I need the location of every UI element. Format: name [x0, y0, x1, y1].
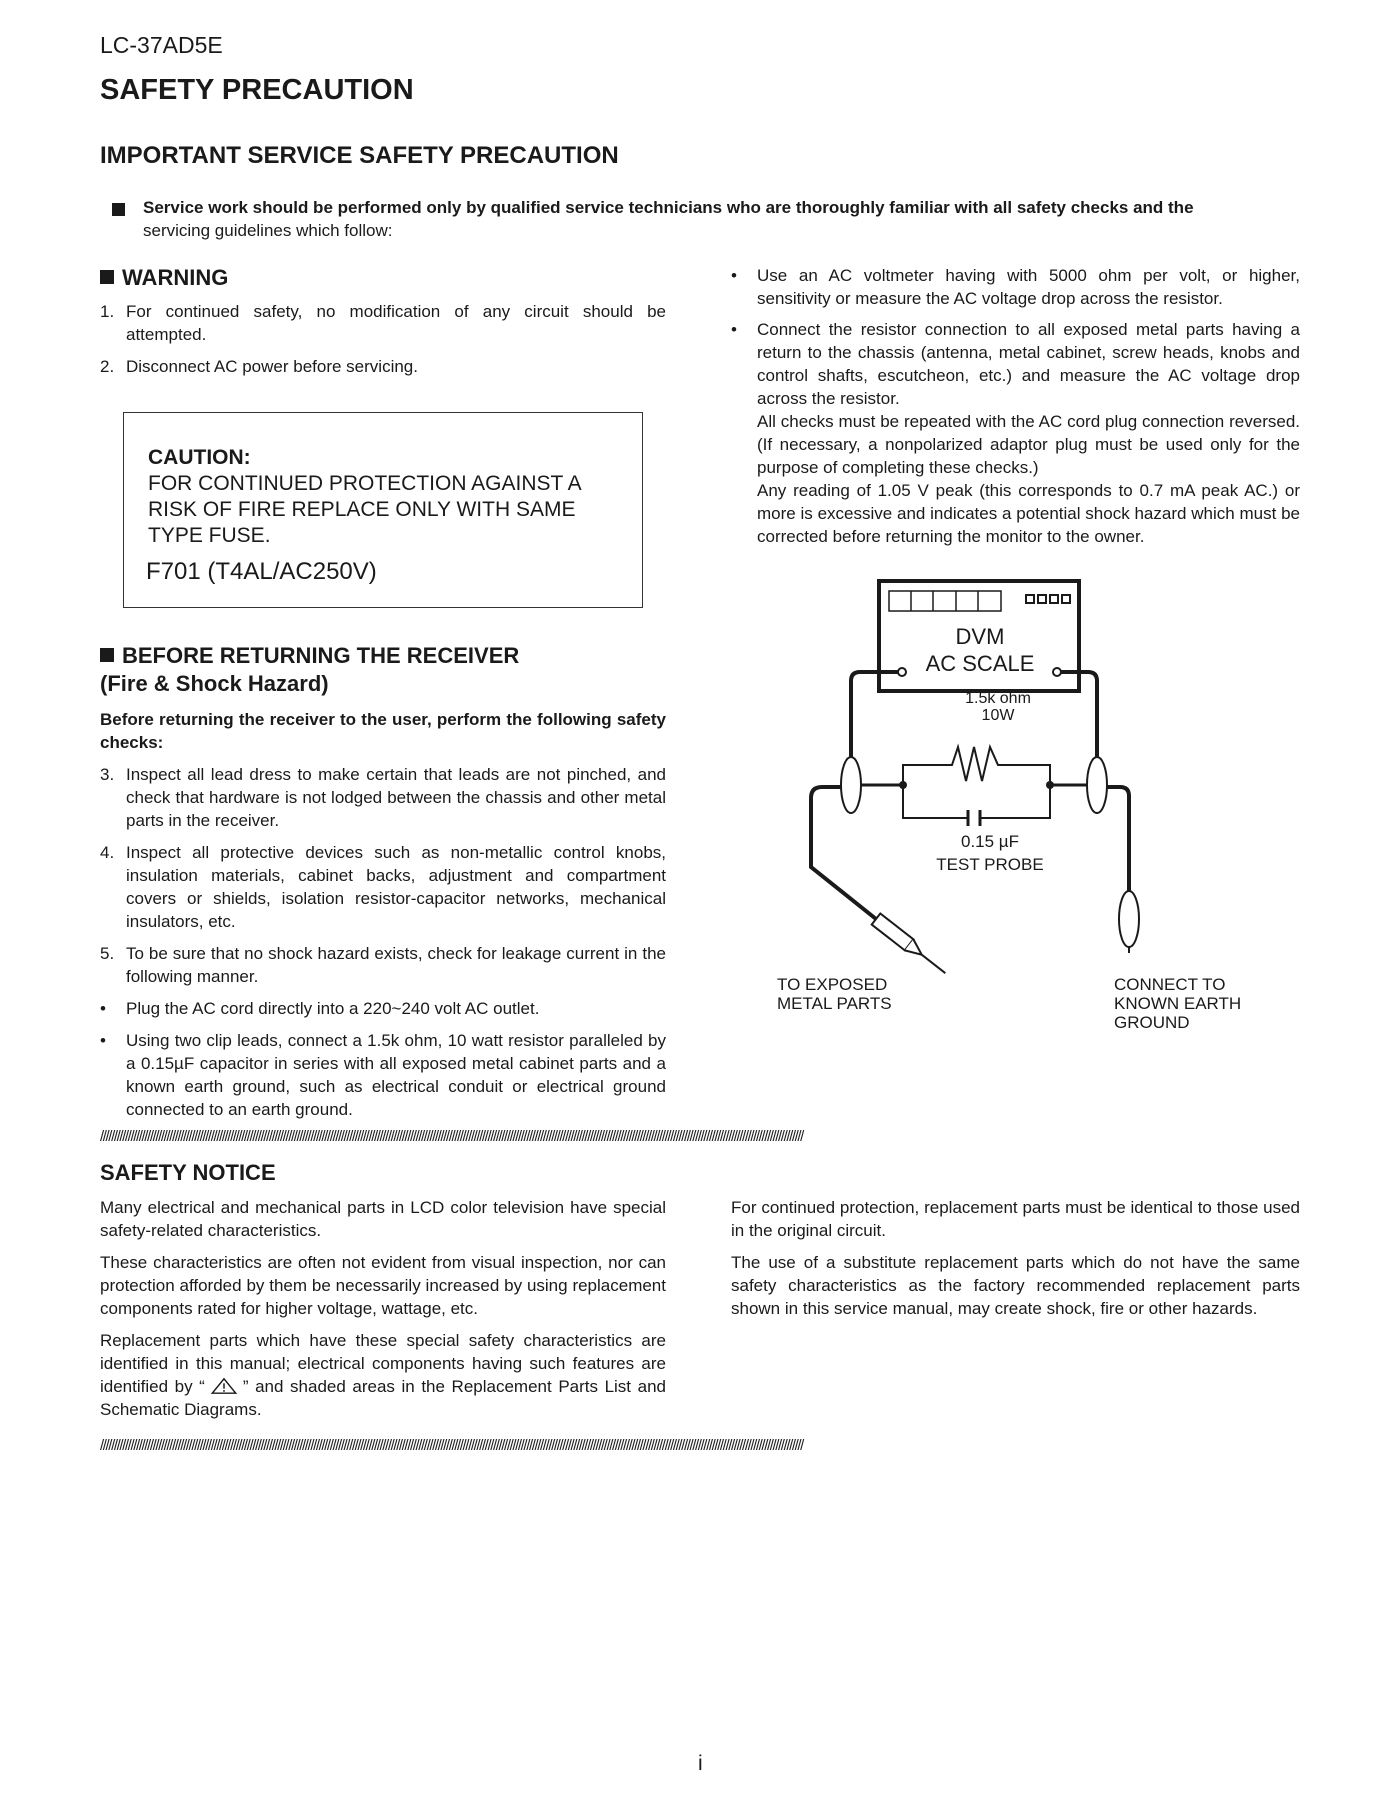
notice-paragraph-identified: Replacement parts which have these special safety characteristics are identified in this manual; electrical components having such features are identified by “ ” and shaded areas in the Replacement Parts List and Schematic Diagrams.: [100, 1331, 666, 1419]
before-return-section: [100, 642, 666, 1130]
meter-label-dvm: DVM: [955, 624, 1005, 649]
resistor-label: 1.5k ohm 10W: [965, 690, 1031, 724]
warning-triangle-icon: [209, 1377, 239, 1395]
list-item: • Connect the resistor connection to all exposed metal parts having a return to the chassis (antenna, metal cabinet, screw heads, knobs and control shafts, escutcheon, etc.) and measure the AC voltage drop across the resistor.: [731, 320, 1300, 408]
page-title: SAFETY PRECAUTION: [100, 74, 414, 106]
intro-notice: [112, 196, 1312, 242]
warning-section: [100, 264, 666, 387]
ground-clip: [1119, 891, 1139, 947]
meter-terminal: [898, 668, 906, 676]
probe-lead: [811, 787, 876, 919]
list-item: 1. For continued safety, no modification of any circuit should be attempted.: [100, 302, 666, 344]
list-item: • Use an AC voltmeter having with 5000 ohm per volt, or higher, sensitivity or measure the AC voltage drop across the resistor.: [731, 266, 1300, 308]
warning-heading: WARNING: [100, 264, 666, 292]
list-item: 5. To be sure that no shock hazard exists, check for leakage current in the following manner.: [100, 944, 666, 986]
notice-paragraph: The use of a substitute replacement parts which do not have the same safety characteristics as the factory recommended replacement parts shown in this service manual, may create shock, fire or other hazards.: [731, 1253, 1300, 1318]
meter-terminal: [1053, 668, 1061, 676]
exposed-metal-label: TO EXPOSED METAL PARTS: [777, 975, 892, 1013]
caution-title: CAUTION:: [148, 446, 251, 469]
page-number: i: [698, 1752, 703, 1775]
notice-paragraph: For continued protection, replacement parts must be identical to those used in the original circuit.: [731, 1198, 1300, 1240]
safety-notice-left: [100, 1196, 666, 1421]
resistor: [903, 747, 1050, 785]
earth-ground-label: CONNECT TO KNOWN EARTH GROUND: [1114, 975, 1242, 1032]
list-item: • Plug the AC cord directly into a 220~240 volt AC outlet.: [100, 999, 540, 1018]
caution-box: [123, 412, 643, 608]
capacitor-label: 0.15 µF TEST PROBE: [936, 832, 1044, 874]
left-clip: [841, 757, 861, 813]
list-item: 3. Inspect all lead dress to make certain that leads are not pinched, and check that hardware is not lodged between the chassis and other metal parts in the receiver.: [100, 765, 666, 830]
separator-line: //////////////////////////////////////////////////////////////////////////////////////////////////////////////////////////////////////////////////////////////////////////////////////////////////////////////////////////////////////////////////////////////: [100, 1128, 803, 1145]
list-item: 2. Disconnect AC power before servicing.: [100, 357, 418, 376]
right-column: [731, 264, 1300, 548]
square-bullet-icon: [112, 203, 125, 216]
fuse-rating: F701 (T4AL/AC250V): [146, 558, 377, 585]
model-number: LC-37AD5E: [100, 32, 223, 58]
reading-limit-paragraph: Any reading of 1.05 V peak (this corresponds to 0.7 mA peak AC.) or more is excessive and indicates a potential shock hazard which must be corrected before returning the monitor to the owner.: [757, 481, 1300, 546]
ground-lead: [1107, 787, 1129, 897]
notice-paragraph: Many electrical and mechanical parts in LCD color television have special safety-related characteristics.: [100, 1198, 666, 1240]
square-bullet-icon: [100, 648, 114, 662]
before-return-subheading: (Fire & Shock Hazard): [100, 671, 329, 696]
list-item: 4. Inspect all protective devices such as non-metallic control knobs, insulation materials, cabinet backs, adjustment and compartment covers or shields, isolation resistor-capacitor networks, mechanical insulators, etc.: [100, 843, 666, 931]
reverse-check-paragraph: All checks must be repeated with the AC cord plug connection reversed. (If necessary, a nonpolarized adaptor plug must be used only for the purpose of completing these checks.): [757, 412, 1300, 477]
square-bullet-icon: [100, 270, 114, 284]
notice-paragraph: These characteristics are often not evident from visual inspection, nor can protection afforded by them be necessarily increased by using replacement components rated for higher voltage, wattage, etc.: [100, 1253, 666, 1318]
separator-line: //////////////////////////////////////////////////////////////////////////////////////////////////////////////////////////////////////////////////////////////////////////////////////////////////////////////////////////////////////////////////////////////: [100, 1437, 803, 1454]
meter-label-scale: AC SCALE: [925, 651, 1035, 676]
list-item: • Using two clip leads, connect a 1.5k ohm, 10 watt resistor paralleled by a 0.15µF capacitor in series with all exposed metal cabinet parts and a known earth ground, such as electrical conduit or electrical ground connected to an earth ground.: [100, 1031, 666, 1119]
before-return-heading: BEFORE RETURNING THE RECEIVER: [100, 642, 666, 670]
safety-notice-right: [731, 1196, 1300, 1320]
safety-notice-heading: SAFETY NOTICE: [100, 1160, 276, 1185]
section-title: IMPORTANT SERVICE SAFETY PRECAUTION: [100, 142, 619, 169]
intro-rest: servicing guidelines which follow:: [143, 221, 393, 240]
before-return-lead: Before returning the receiver to the user, perform the following safety checks:: [100, 710, 666, 752]
intro-bold: Service work should be performed only by qualified service technicians who are thoroughly familiar with all safety checks and the: [143, 198, 1194, 217]
test-probe: [872, 913, 950, 978]
caution-body: FOR CONTINUED PROTECTION AGAINST A RISK OF FIRE REPLACE ONLY WITH SAME TYPE FUSE.: [148, 472, 581, 547]
right-clip: [1087, 757, 1107, 813]
